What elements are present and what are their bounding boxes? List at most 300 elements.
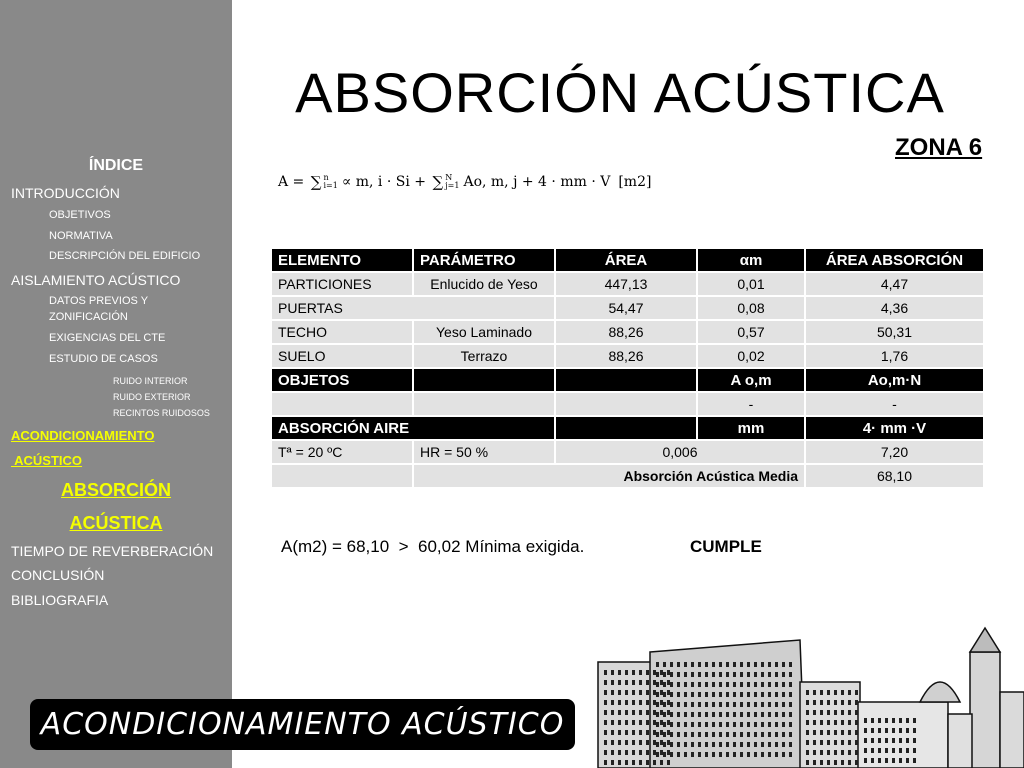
window-mark bbox=[726, 752, 729, 757]
window-mark bbox=[768, 672, 771, 677]
window-mark bbox=[698, 712, 701, 717]
window-mark bbox=[684, 662, 687, 667]
window-mark bbox=[782, 742, 785, 747]
sum-upper: n bbox=[323, 173, 329, 182]
sum-limits bbox=[445, 174, 459, 190]
window-mark bbox=[656, 672, 659, 677]
window-mark bbox=[705, 702, 708, 707]
window-mark bbox=[761, 682, 764, 687]
window-mark bbox=[604, 690, 607, 695]
window-mark bbox=[726, 672, 729, 677]
nav-current-acustica[interactable]: ACÚSTICA bbox=[69, 513, 163, 533]
col-header bbox=[556, 417, 696, 439]
col-header bbox=[414, 369, 554, 391]
window-mark bbox=[670, 702, 673, 707]
window-mark bbox=[754, 692, 757, 697]
window-mark bbox=[719, 662, 722, 667]
window-mark bbox=[899, 738, 902, 743]
window-mark bbox=[639, 680, 642, 685]
window-mark bbox=[719, 732, 722, 737]
window-mark bbox=[754, 752, 757, 757]
window-mark bbox=[754, 672, 757, 677]
window-mark bbox=[604, 700, 607, 705]
window-mark bbox=[855, 760, 858, 765]
table-cell: 4,47 bbox=[806, 273, 983, 295]
window-mark bbox=[761, 742, 764, 747]
window-mark bbox=[878, 718, 881, 723]
window-mark bbox=[667, 730, 670, 735]
window-mark bbox=[712, 712, 715, 717]
table-cell bbox=[556, 393, 696, 415]
window-mark bbox=[698, 702, 701, 707]
window-mark bbox=[663, 752, 666, 757]
window-mark bbox=[855, 750, 858, 755]
air-header-row bbox=[272, 417, 983, 439]
window-mark bbox=[670, 732, 673, 737]
table-cell: 0,08 bbox=[698, 297, 804, 319]
window-mark bbox=[834, 760, 837, 765]
window-mark bbox=[646, 740, 649, 745]
nav-tiempo-reverberacion[interactable]: TIEMPO DE REVERBERACIÓN bbox=[11, 543, 214, 559]
table-cell: 0,02 bbox=[698, 345, 804, 367]
window-mark bbox=[653, 690, 656, 695]
window-mark bbox=[841, 720, 844, 725]
window-mark bbox=[667, 720, 670, 725]
table-cell bbox=[272, 393, 412, 415]
window-mark bbox=[677, 682, 680, 687]
window-mark bbox=[677, 662, 680, 667]
window-mark bbox=[618, 690, 621, 695]
window-mark bbox=[691, 722, 694, 727]
window-mark bbox=[827, 690, 830, 695]
nav-conclusion[interactable]: CONCLUSIÓN bbox=[11, 567, 105, 583]
window-mark bbox=[782, 712, 785, 717]
window-mark bbox=[827, 720, 830, 725]
window-mark bbox=[768, 692, 771, 697]
window-mark bbox=[806, 720, 809, 725]
window-mark bbox=[684, 712, 687, 717]
window-mark bbox=[653, 730, 656, 735]
window-mark bbox=[740, 702, 743, 707]
window-mark bbox=[625, 680, 628, 685]
window-mark bbox=[892, 728, 895, 733]
window-mark bbox=[768, 742, 771, 747]
window-mark bbox=[639, 710, 642, 715]
zone-label: ZONA 6 bbox=[895, 134, 983, 161]
nav-acondicionamiento[interactable]: ACONDICIONAMIENTO bbox=[11, 428, 155, 443]
window-mark bbox=[684, 732, 687, 737]
nav-ruido-exterior[interactable]: RUIDO EXTERIOR bbox=[113, 392, 191, 402]
table-cell: Tª = 20 ºC bbox=[272, 441, 412, 463]
window-mark bbox=[747, 662, 750, 667]
window-mark bbox=[747, 672, 750, 677]
table-row bbox=[272, 321, 983, 343]
window-mark bbox=[618, 760, 621, 765]
window-mark bbox=[646, 730, 649, 735]
window-mark bbox=[625, 690, 628, 695]
window-mark bbox=[733, 702, 736, 707]
window-mark bbox=[660, 680, 663, 685]
window-mark bbox=[677, 752, 680, 757]
window-mark bbox=[639, 690, 642, 695]
window-mark bbox=[660, 710, 663, 715]
window-mark bbox=[670, 692, 673, 697]
window-mark bbox=[712, 662, 715, 667]
window-mark bbox=[740, 712, 743, 717]
window-mark bbox=[726, 732, 729, 737]
nav-recintos-ruidosos[interactable]: RECINTOS RUIDOSOS bbox=[113, 408, 210, 418]
col-header: 4· mm ·V bbox=[806, 417, 983, 439]
window-mark bbox=[726, 692, 729, 697]
window-mark bbox=[604, 760, 607, 765]
window-mark bbox=[913, 738, 916, 743]
window-mark bbox=[848, 760, 851, 765]
window-mark bbox=[899, 728, 902, 733]
table-cell: 88,26 bbox=[556, 345, 696, 367]
table-cell: - bbox=[806, 393, 983, 415]
window-mark bbox=[611, 700, 614, 705]
window-mark bbox=[813, 720, 816, 725]
window-mark bbox=[855, 720, 858, 725]
window-mark bbox=[677, 702, 680, 707]
window-mark bbox=[618, 750, 621, 755]
window-mark bbox=[820, 710, 823, 715]
window-mark bbox=[768, 702, 771, 707]
window-mark bbox=[632, 680, 635, 685]
window-mark bbox=[775, 702, 778, 707]
window-mark bbox=[656, 682, 659, 687]
nav-objetivos[interactable]: OBJETIVOS bbox=[49, 209, 111, 221]
window-mark bbox=[656, 692, 659, 697]
window-mark bbox=[719, 742, 722, 747]
window-mark bbox=[677, 692, 680, 697]
window-mark bbox=[646, 720, 649, 725]
formula-lhs: A = bbox=[278, 174, 309, 190]
window-mark bbox=[625, 670, 628, 675]
window-mark bbox=[906, 718, 909, 723]
window-mark bbox=[885, 748, 888, 753]
table-row bbox=[272, 273, 983, 295]
window-mark bbox=[768, 732, 771, 737]
sum-lower: i=1 bbox=[323, 181, 338, 190]
window-mark bbox=[660, 670, 663, 675]
window-mark bbox=[691, 662, 694, 667]
nav-descripcion-edificio[interactable]: DESCRIPCIÓN DEL EDIFICIO bbox=[49, 250, 201, 262]
window-mark bbox=[691, 752, 694, 757]
media-label: Absorción Acústica Media bbox=[414, 465, 804, 487]
window-mark bbox=[827, 710, 830, 715]
nav-normativa[interactable]: NORMATIVA bbox=[49, 230, 113, 242]
sum-symbol: ∑ bbox=[432, 173, 444, 191]
window-mark bbox=[639, 730, 642, 735]
window-mark bbox=[834, 720, 837, 725]
window-mark bbox=[639, 740, 642, 745]
window-mark bbox=[625, 760, 628, 765]
window-mark bbox=[782, 682, 785, 687]
window-mark bbox=[632, 700, 635, 705]
window-mark bbox=[768, 662, 771, 667]
window-mark bbox=[892, 738, 895, 743]
window-mark bbox=[848, 700, 851, 705]
absorption-table bbox=[270, 247, 983, 489]
window-mark bbox=[775, 742, 778, 747]
banner-text: ACONDICIONAMIENTO ACÚSTICO bbox=[40, 707, 565, 742]
window-mark bbox=[632, 670, 635, 675]
window-mark bbox=[740, 722, 743, 727]
table-cell: PUERTAS bbox=[272, 297, 554, 319]
window-mark bbox=[677, 722, 680, 727]
window-mark bbox=[782, 722, 785, 727]
nav-datos-previos[interactable]: DATOS PREVIOS Y bbox=[49, 295, 149, 307]
window-mark bbox=[656, 722, 659, 727]
window-mark bbox=[899, 748, 902, 753]
table-cell: - bbox=[698, 393, 804, 415]
window-mark bbox=[618, 720, 621, 725]
window-mark bbox=[660, 750, 663, 755]
window-mark bbox=[656, 712, 659, 717]
window-mark bbox=[834, 700, 837, 705]
window-mark bbox=[806, 740, 809, 745]
window-mark bbox=[625, 740, 628, 745]
window-mark bbox=[775, 682, 778, 687]
window-mark bbox=[705, 672, 708, 677]
window-mark bbox=[761, 672, 764, 677]
window-mark bbox=[698, 752, 701, 757]
verdict: CUMPLE bbox=[690, 537, 762, 556]
window-mark bbox=[632, 690, 635, 695]
window-mark bbox=[827, 730, 830, 735]
table-row bbox=[272, 441, 983, 463]
nav-aislamiento-acustico[interactable]: AISLAMIENTO ACÚSTICO bbox=[11, 272, 181, 288]
window-mark bbox=[712, 752, 715, 757]
window-mark bbox=[705, 752, 708, 757]
window-mark bbox=[754, 702, 757, 707]
window-mark bbox=[740, 682, 743, 687]
col-header: A o,m bbox=[698, 369, 804, 391]
media-value: 68,10 bbox=[806, 465, 983, 487]
window-mark bbox=[761, 662, 764, 667]
window-mark bbox=[604, 670, 607, 675]
window-mark bbox=[660, 690, 663, 695]
window-mark bbox=[667, 750, 670, 755]
window-mark bbox=[878, 738, 881, 743]
window-mark bbox=[698, 672, 701, 677]
window-mark bbox=[719, 692, 722, 697]
window-mark bbox=[813, 740, 816, 745]
nav-exigencias-cte[interactable]: EXIGENCIAS DEL CTE bbox=[49, 332, 166, 344]
window-mark bbox=[775, 722, 778, 727]
table-cell: Terrazo bbox=[414, 345, 554, 367]
table-cell: 1,76 bbox=[806, 345, 983, 367]
window-mark bbox=[632, 730, 635, 735]
window-mark bbox=[663, 732, 666, 737]
window-mark bbox=[806, 690, 809, 695]
window-mark bbox=[864, 738, 867, 743]
window-mark bbox=[632, 720, 635, 725]
window-mark bbox=[691, 692, 694, 697]
window-mark bbox=[639, 760, 642, 765]
window-mark bbox=[663, 662, 666, 667]
window-mark bbox=[848, 710, 851, 715]
window-mark bbox=[885, 728, 888, 733]
window-mark bbox=[691, 672, 694, 677]
window-mark bbox=[813, 750, 816, 755]
window-mark bbox=[740, 752, 743, 757]
window-mark bbox=[660, 730, 663, 735]
window-mark bbox=[864, 728, 867, 733]
window-mark bbox=[663, 712, 666, 717]
window-mark bbox=[885, 758, 888, 763]
window-mark bbox=[864, 748, 867, 753]
window-mark bbox=[885, 738, 888, 743]
window-mark bbox=[667, 680, 670, 685]
window-mark bbox=[611, 760, 614, 765]
window-mark bbox=[684, 682, 687, 687]
window-mark bbox=[827, 750, 830, 755]
nav-zonificacion[interactable]: ZONIFICACIÓN bbox=[49, 311, 128, 323]
nav-acustico[interactable]: ACÚSTICO bbox=[11, 453, 83, 468]
window-mark bbox=[684, 692, 687, 697]
formula-term-surfaces: ∝ m, i · Si + bbox=[341, 174, 431, 190]
nav-current-absorcion[interactable]: ABSORCIÓN bbox=[60, 480, 171, 500]
result-line: A(m2) = 68,10 > 60,02 Mínima exigida. bbox=[281, 537, 585, 556]
window-mark bbox=[670, 752, 673, 757]
window-mark bbox=[878, 758, 881, 763]
window-mark bbox=[855, 740, 858, 745]
window-mark bbox=[782, 702, 785, 707]
window-mark bbox=[813, 730, 816, 735]
window-mark bbox=[604, 710, 607, 715]
window-mark bbox=[691, 682, 694, 687]
table-cell: 0,006 bbox=[556, 441, 804, 463]
window-mark bbox=[841, 750, 844, 755]
table-cell: 4,36 bbox=[806, 297, 983, 319]
window-mark bbox=[625, 700, 628, 705]
window-mark bbox=[611, 670, 614, 675]
window-mark bbox=[855, 700, 858, 705]
page-title: ABSORCIÓN ACÚSTICA bbox=[295, 61, 945, 124]
nav-estudio-casos[interactable]: ESTUDIO DE CASOS bbox=[49, 353, 158, 365]
window-mark bbox=[740, 692, 743, 697]
window-mark bbox=[618, 710, 621, 715]
window-mark bbox=[691, 702, 694, 707]
window-mark bbox=[698, 682, 701, 687]
col-header: αm bbox=[698, 249, 804, 271]
window-mark bbox=[806, 710, 809, 715]
window-mark bbox=[820, 730, 823, 735]
window-mark bbox=[754, 712, 757, 717]
window-mark bbox=[705, 742, 708, 747]
window-mark bbox=[761, 712, 764, 717]
window-mark bbox=[670, 662, 673, 667]
window-mark bbox=[653, 760, 656, 765]
col-header: ELEMENTO bbox=[272, 249, 412, 271]
window-mark bbox=[768, 752, 771, 757]
window-mark bbox=[782, 692, 785, 697]
window-mark bbox=[705, 692, 708, 697]
nav-ruido-interior[interactable]: RUIDO INTERIOR bbox=[113, 376, 188, 386]
sum-symbol: ∑ bbox=[310, 173, 322, 191]
window-mark bbox=[871, 758, 874, 763]
window-mark bbox=[775, 662, 778, 667]
window-mark bbox=[646, 690, 649, 695]
window-mark bbox=[632, 710, 635, 715]
window-mark bbox=[855, 690, 858, 695]
nav-introduccion[interactable]: INTRODUCCIÓN bbox=[11, 185, 120, 201]
window-mark bbox=[789, 662, 792, 667]
window-mark bbox=[611, 680, 614, 685]
window-mark bbox=[663, 692, 666, 697]
table-cell: 88,26 bbox=[556, 321, 696, 343]
window-mark bbox=[618, 700, 621, 705]
col-header: PARÁMETRO bbox=[414, 249, 554, 271]
window-mark bbox=[656, 662, 659, 667]
window-mark bbox=[834, 730, 837, 735]
col-header: Ao,m·N bbox=[806, 369, 983, 391]
window-mark bbox=[719, 682, 722, 687]
window-mark bbox=[775, 712, 778, 717]
window-mark bbox=[827, 760, 830, 765]
table-cell: 7,20 bbox=[806, 441, 983, 463]
window-mark bbox=[667, 760, 670, 765]
window-mark bbox=[864, 718, 867, 723]
col-header: mm bbox=[698, 417, 804, 439]
nav-bibliografia[interactable]: BIBLIOGRAFIA bbox=[11, 592, 109, 608]
window-mark bbox=[906, 758, 909, 763]
window-mark bbox=[705, 722, 708, 727]
window-mark bbox=[761, 692, 764, 697]
window-mark bbox=[611, 740, 614, 745]
window-mark bbox=[726, 662, 729, 667]
window-mark bbox=[726, 722, 729, 727]
table-cell: 0,01 bbox=[698, 273, 804, 295]
window-mark bbox=[827, 740, 830, 745]
window-mark bbox=[656, 752, 659, 757]
window-mark bbox=[834, 740, 837, 745]
window-mark bbox=[733, 752, 736, 757]
window-mark bbox=[775, 732, 778, 737]
window-mark bbox=[625, 730, 628, 735]
window-mark bbox=[747, 712, 750, 717]
window-mark bbox=[906, 738, 909, 743]
window-mark bbox=[913, 728, 916, 733]
table-cell: 54,47 bbox=[556, 297, 696, 319]
window-mark bbox=[871, 718, 874, 723]
col-header: OBJETOS bbox=[272, 369, 412, 391]
window-mark bbox=[656, 702, 659, 707]
window-mark bbox=[841, 710, 844, 715]
window-mark bbox=[684, 672, 687, 677]
window-mark bbox=[663, 722, 666, 727]
window-mark bbox=[667, 740, 670, 745]
table-row bbox=[272, 297, 983, 319]
window-mark bbox=[834, 690, 837, 695]
table-cell: SUELO bbox=[272, 345, 412, 367]
window-mark bbox=[663, 742, 666, 747]
window-mark bbox=[740, 742, 743, 747]
window-mark bbox=[670, 722, 673, 727]
window-mark bbox=[733, 672, 736, 677]
window-mark bbox=[698, 662, 701, 667]
window-mark bbox=[663, 682, 666, 687]
window-mark bbox=[667, 670, 670, 675]
window-mark bbox=[820, 720, 823, 725]
window-mark bbox=[747, 692, 750, 697]
window-mark bbox=[782, 672, 785, 677]
window-mark bbox=[712, 742, 715, 747]
window-mark bbox=[656, 732, 659, 737]
window-mark bbox=[660, 700, 663, 705]
